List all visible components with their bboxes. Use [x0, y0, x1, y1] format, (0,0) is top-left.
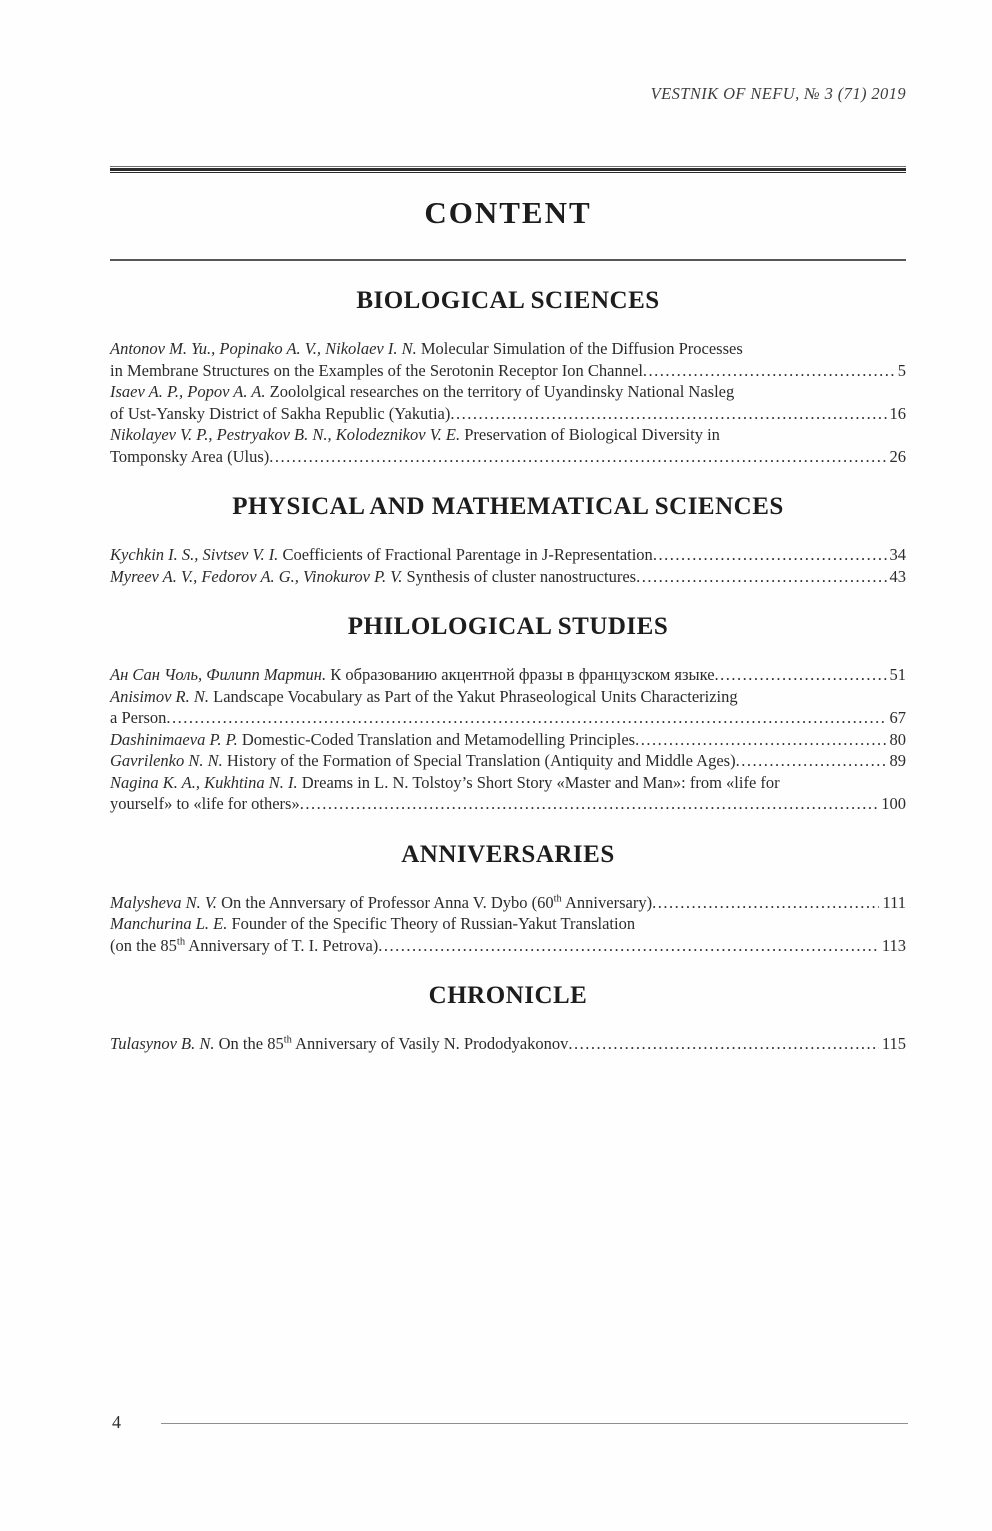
toc-line	[110, 381, 906, 403]
entry-authors: Myreev A. V., Fedorov A. G., Vinokurov P. V.	[110, 566, 403, 586]
entry-title: of Ust-Yansky District of Sakha Republic (Yakutia)	[110, 403, 451, 423]
entry-authors: Antonov M. Yu., Popinako A. V., Nikolaev I. N.	[110, 339, 417, 358]
toc-entry-text	[110, 750, 736, 772]
toc-entry-text	[110, 913, 635, 935]
toc-entry-text	[110, 338, 743, 360]
toc-entry-text	[110, 381, 734, 403]
entry-title: yourself» to «life for others»	[110, 794, 300, 813]
page-number: 89	[889, 751, 906, 770]
page-number: 51	[889, 665, 906, 684]
toc-entry-text	[110, 707, 166, 729]
divider-line-thin	[110, 172, 906, 173]
entry-authors: Anisimov R. N.	[110, 686, 209, 706]
toc-entry-text	[110, 772, 780, 794]
toc-entry-text	[110, 544, 653, 566]
dot-leader	[736, 750, 887, 772]
toc-line	[110, 793, 906, 815]
entry-title: Tomponsky Area (Ulus)	[110, 446, 270, 466]
section-heading: BIOLOGICAL SCIENCES	[356, 287, 660, 314]
entry-title: Landscape Vocabulary as Part of the Yakut Phraseological Units Characterizing	[209, 686, 738, 706]
toc-line	[110, 750, 906, 772]
page-number: 43	[889, 566, 906, 586]
toc-entry-text	[110, 566, 636, 588]
dot-leader	[635, 729, 886, 751]
toc-entry-text	[110, 446, 269, 468]
toc-line	[110, 686, 906, 708]
dot-leader	[568, 1033, 878, 1055]
page-number: 34	[889, 545, 906, 564]
page-number: 100	[881, 794, 906, 813]
entry-title: Zoololgical researches on the territory of Uyandinsky National Nasleg	[265, 382, 735, 401]
entry-title: in Membrane Structures on the Examples of the Serotonin Receptor Ion Channel	[110, 360, 643, 380]
toc-line	[110, 729, 906, 751]
section-biological-sciences	[110, 287, 906, 467]
entry-authors: Manchurina L. E.	[110, 914, 228, 933]
entry-authors: Tulasynov B. N.	[110, 1034, 215, 1053]
superscript-ordinal: th	[553, 893, 562, 904]
toc-entry-text	[110, 686, 738, 708]
toc-line	[110, 913, 906, 935]
divider-line-thin	[110, 166, 906, 167]
toc-line	[110, 892, 906, 914]
entry-authors: Nagina K. A., Kukhtina N. I.	[110, 772, 298, 792]
entry-title: a Person	[110, 708, 167, 727]
toc-line	[110, 403, 906, 425]
entry-title: On the Annversary of Professor Anna V. Dybo (60	[216, 892, 554, 912]
footer-rule	[161, 1423, 908, 1424]
toc-line	[110, 707, 906, 729]
toc-line	[110, 544, 906, 566]
toc-entry-text	[110, 793, 300, 815]
entry-authors: Kychkin I. S., Sivtsev V. I.	[110, 545, 279, 564]
page-number: 113	[881, 935, 906, 955]
superscript-ordinal: th	[176, 936, 186, 947]
section-heading: PHYSICAL AND MATHEMATICAL SCIENCES	[232, 493, 784, 520]
section-entries	[110, 338, 906, 467]
dot-leader	[166, 707, 886, 729]
footer-page-number: 4	[112, 1412, 121, 1432]
toc-line	[110, 772, 906, 794]
dot-leader	[653, 544, 887, 566]
journal-header: VESTNIK OF NEFU, № 3 (71) 2019	[650, 84, 906, 103]
entry-title: History of the Formation of Special Translation (Antiquity and Middle Ages)	[222, 751, 736, 770]
section-heading: PHILOLOGICAL STUDIES	[347, 613, 669, 640]
dot-leader	[378, 935, 879, 957]
double-rule-divider	[110, 166, 906, 173]
entry-title: Preservation of Biological Diversity in	[460, 425, 720, 444]
entry-authors: Dashinimaeva P. P.	[110, 729, 238, 749]
section-entries	[110, 544, 906, 587]
dot-leader	[300, 793, 879, 815]
toc-entry-text	[110, 424, 720, 446]
toc-line	[110, 935, 906, 957]
toc-line	[110, 566, 906, 588]
toc-line	[110, 338, 906, 360]
toc-entry-text	[110, 403, 450, 425]
toc-line	[110, 664, 906, 686]
entry-title: Synthesis of cluster nanostructures	[402, 566, 637, 586]
toc-entry-text	[110, 892, 652, 914]
toc-line	[110, 424, 906, 446]
toc-entry-text	[110, 1033, 568, 1055]
toc-line	[110, 1033, 906, 1055]
section-heading: CHRONICLE	[428, 982, 588, 1009]
toc-entry-text	[110, 360, 643, 382]
dot-leader	[643, 360, 895, 382]
toc-entry-text	[110, 729, 635, 751]
section-chronicle	[110, 982, 906, 1055]
title-underline-rule	[110, 259, 906, 261]
section-heading: ANNIVERSARIES	[401, 840, 615, 868]
toc-entry-text	[110, 664, 715, 686]
entry-title: Anniversary of Vasily N. Prododyakonov	[291, 1034, 569, 1053]
page-number: 111	[882, 892, 906, 912]
dot-leader	[269, 446, 886, 468]
entry-authors: Nikolayev V. P., Pestryakov B. N., Kolodeznikov V. E.	[110, 425, 461, 444]
entry-title: Founder of the Specific Theory of Russian-Yakut Translation	[227, 914, 636, 933]
section-physical-mathematical-sciences	[110, 493, 906, 587]
section-entries	[110, 1033, 906, 1055]
entry-title: On the 85	[214, 1034, 284, 1053]
divider-line-thick	[110, 168, 906, 171]
entry-authors: Ан Сан Чоль, Филипп Мартин.	[110, 665, 327, 684]
toc-entry-text	[110, 935, 378, 957]
entry-title: Dreams in L. N. Tolstoy’s Short Story «Master and Man»: from «life for	[297, 772, 780, 792]
section-entries	[110, 664, 906, 815]
entry-authors: Isaev A. P., Popov A. A.	[110, 382, 266, 401]
entry-title: Anniversary)	[561, 892, 653, 912]
dot-leader	[715, 664, 887, 686]
superscript-ordinal: th	[283, 1034, 292, 1046]
section-entries	[110, 892, 906, 957]
section-anniversaries	[110, 841, 906, 957]
dot-leader	[636, 566, 886, 588]
entry-authors: Gavrilenko N. N.	[110, 751, 223, 770]
page-number: 5	[897, 360, 906, 380]
entry-title: Coefficients of Fractional Parentage in J-Representation	[278, 545, 653, 564]
page-number: 115	[881, 1034, 906, 1053]
entry-title: Molecular Simulation of the Diffusion Processes	[416, 339, 743, 358]
page-title: CONTENT	[424, 195, 592, 230]
page-number: 80	[889, 729, 906, 749]
dot-leader	[652, 892, 879, 914]
toc-line	[110, 446, 906, 468]
page-number: 26	[889, 446, 906, 466]
entry-title: К образованию акцентной фразы в французском языке	[326, 665, 715, 684]
entry-title: (on the 85	[110, 935, 177, 955]
entry-authors: Malysheva N. V.	[110, 892, 217, 912]
page-footer	[0, 1410, 992, 1434]
section-philological-studies	[110, 613, 906, 815]
entry-title: Anniversary of T. I. Petrova)	[185, 935, 379, 955]
page-number: 67	[889, 708, 906, 727]
entry-title: Domestic-Coded Translation and Metamodelling Principles	[237, 729, 636, 749]
toc-line	[110, 360, 906, 382]
page-number: 16	[889, 403, 906, 423]
dot-leader	[450, 403, 886, 425]
